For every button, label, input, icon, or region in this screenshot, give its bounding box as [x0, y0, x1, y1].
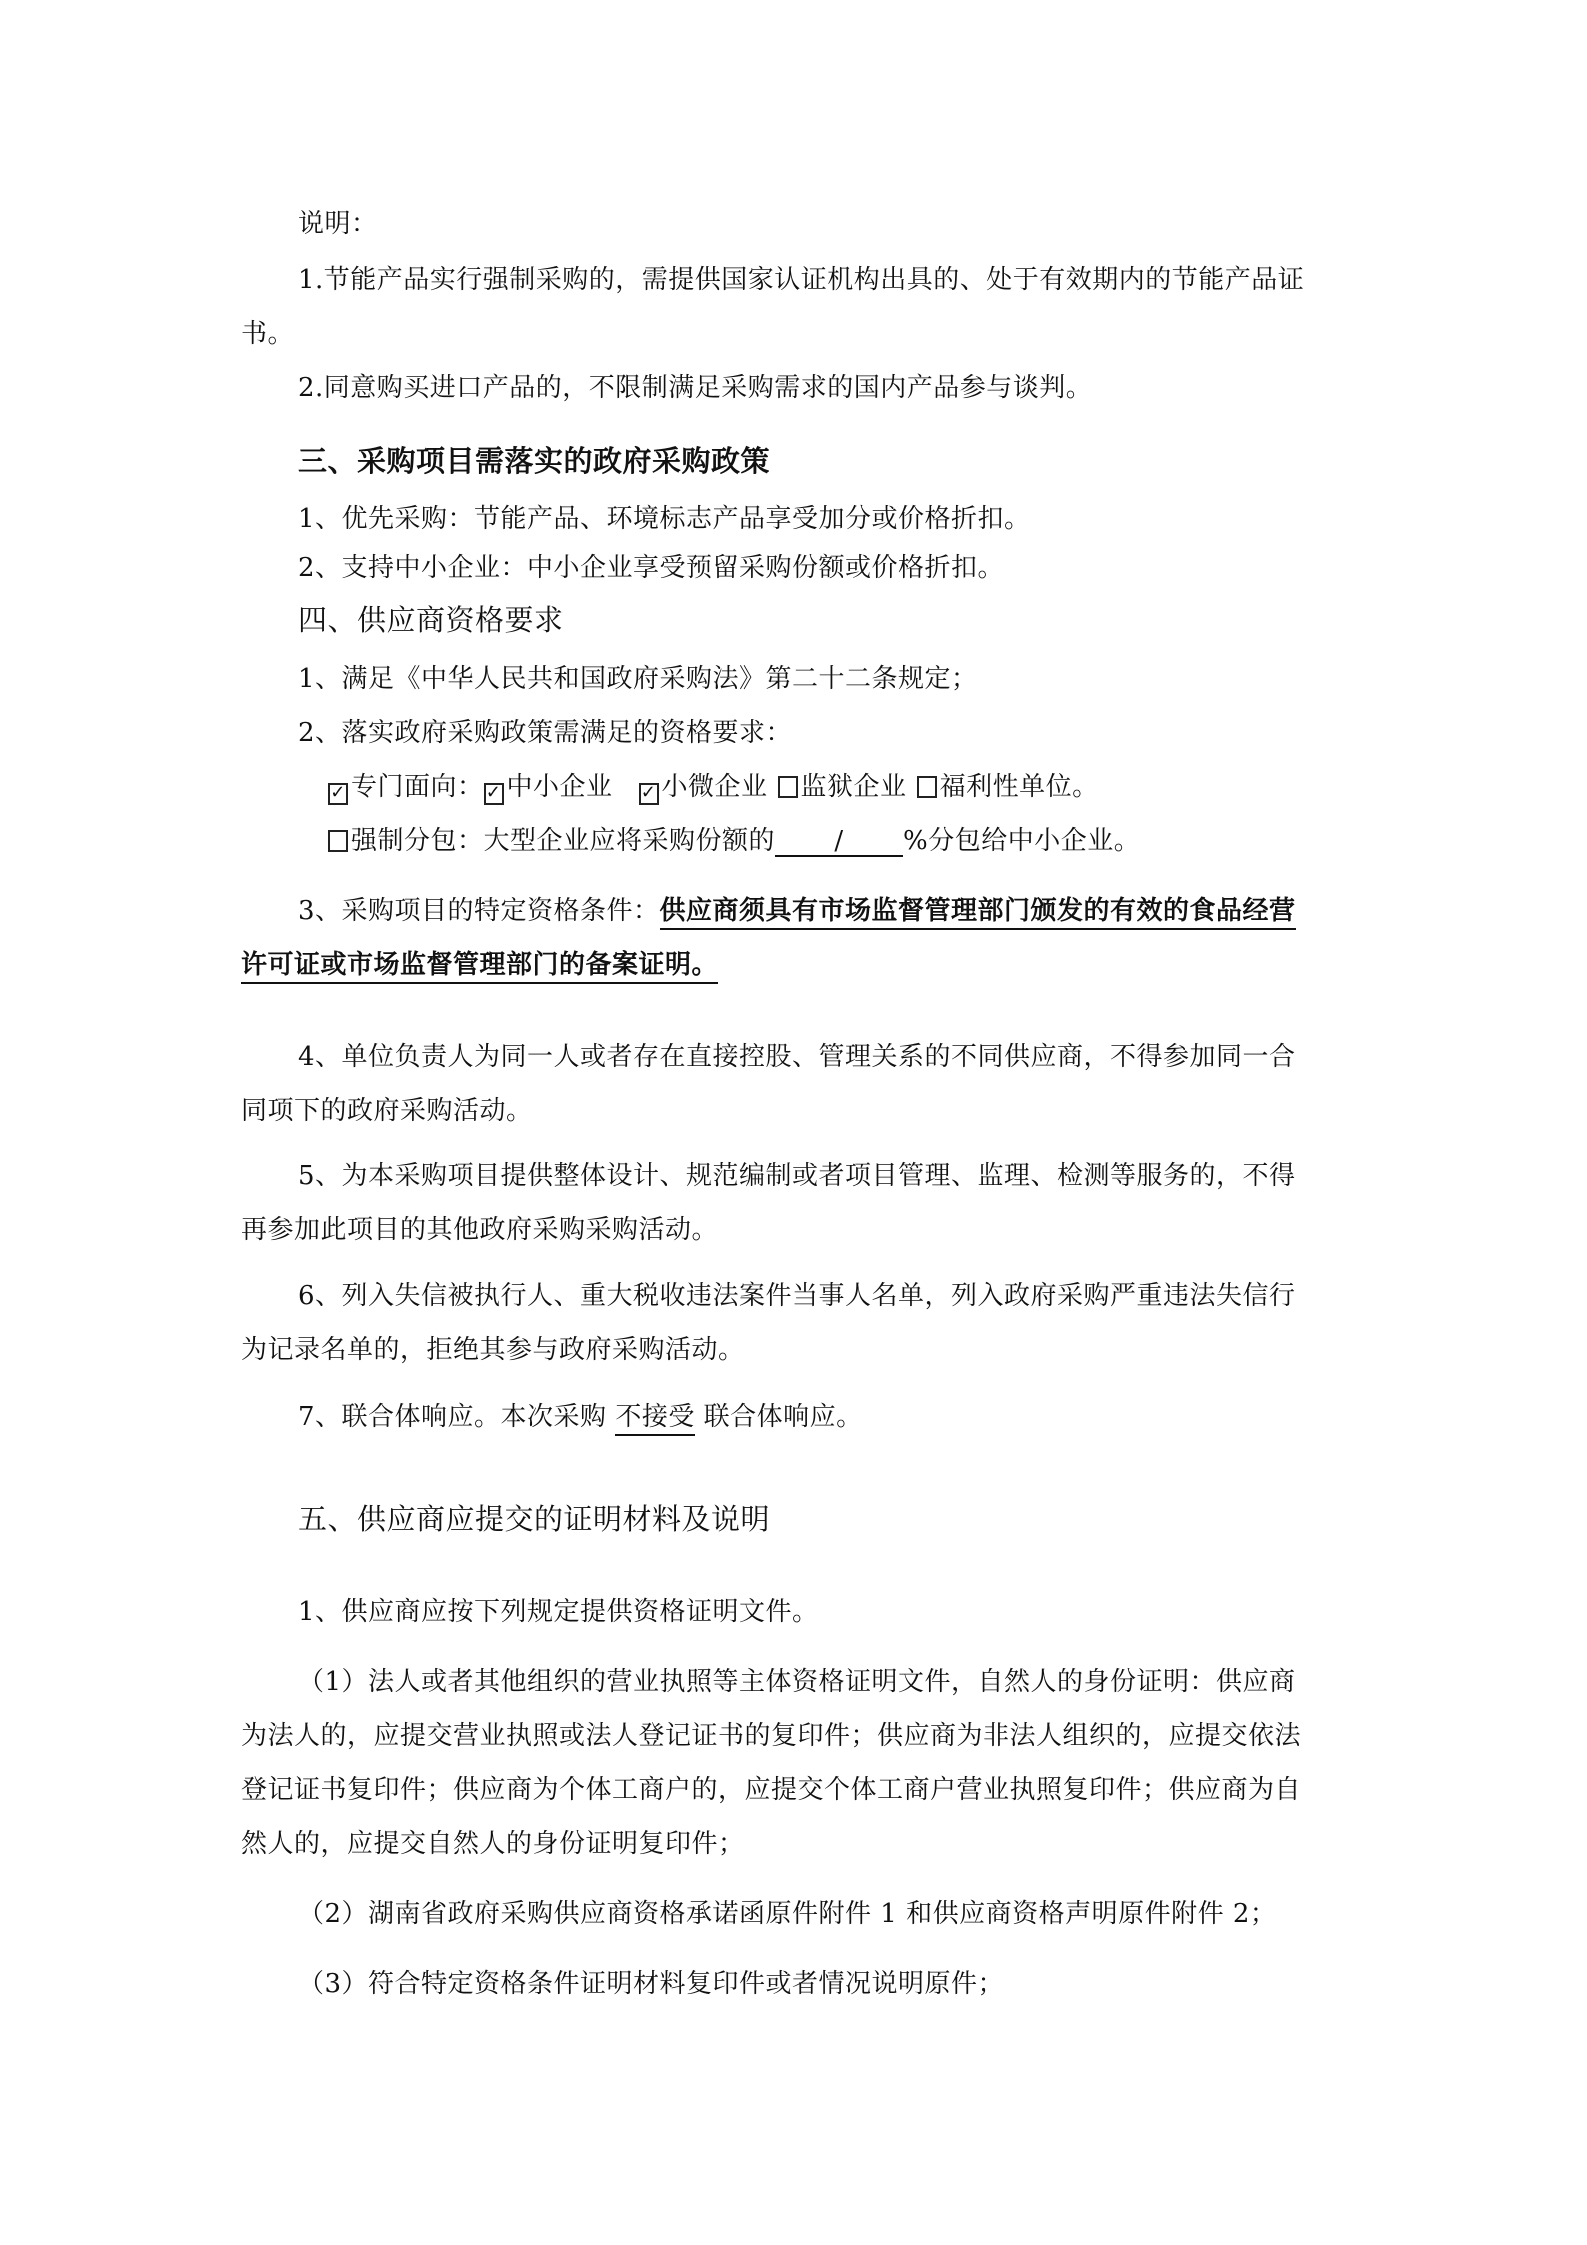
welfare-unit-checkbox[interactable] — [917, 776, 937, 798]
note-item-1-line-2: 书。 — [241, 319, 295, 349]
item-7-prefix: 7、联合体响应。本次采购 — [298, 1402, 607, 1432]
section-4-item-3-line-1 — [298, 894, 1296, 928]
section-4-heading: 四、供应商资格要求 — [298, 603, 564, 637]
sme-checkbox[interactable] — [484, 783, 504, 805]
section-4-item-1: 1、满足《中华人民共和国政府采购法》第二十二条规定； — [298, 664, 978, 694]
targeting-row — [328, 770, 1099, 805]
note-title: 说明： — [298, 209, 378, 239]
targeting-label: 专门面向： — [351, 772, 484, 802]
prison-enterprise-label: 监狱企业 — [800, 772, 907, 802]
note-item-1-line-1: 1.节能产品实行强制采购的，需提供国家认证机构出具的、处于有效期内的节能产品证 — [298, 265, 1305, 295]
subcontract-row — [328, 824, 1140, 858]
section-5-sub-2: （2）湖南省政府采购供应商资格承诺函原件附件 1 和供应商资格声明原件附件 2； — [298, 1899, 1277, 1929]
sme-label: 中小企业 — [506, 772, 613, 802]
item-3-requirement-line-1: 供应商须具有市场监督管理部门颁发的有效的食品经营 — [660, 896, 1296, 930]
section-5-item-1: 1、供应商应按下列规定提供资格证明文件。 — [298, 1597, 819, 1627]
section-4-item-4-line-2: 同项下的政府采购活动。 — [241, 1096, 533, 1126]
section-3-item-2: 2、支持中小企业：中小企业享受预留采购份额或价格折扣。 — [298, 553, 1005, 583]
welfare-unit-label: 福利性单位。 — [939, 772, 1099, 802]
item-7-consortium-value: 不接受 — [615, 1402, 695, 1436]
check-mark-icon: ✓ — [640, 782, 657, 803]
section-4-item-6-line-2: 为记录名单的，拒绝其参与政府采购活动。 — [241, 1335, 745, 1365]
prison-enterprise-checkbox[interactable] — [778, 776, 798, 798]
section-5-sub-3: （3）符合特定资格条件证明材料复印件或者情况说明原件； — [298, 1969, 1005, 1999]
section-5-sub-1-line-4: 然人的，应提交自然人的身份证明复印件； — [241, 1829, 745, 1859]
subcontract-prefix: 强制分包：大型企业应将采购份额的 — [351, 826, 776, 856]
section-4-item-2: 2、落实政府采购政策需满足的资格要求： — [298, 718, 793, 748]
section-4-item-7 — [298, 1400, 863, 1434]
section-4-item-5-line-1: 5、为本采购项目提供整体设计、规范编制或者项目管理、监理、检测等服务的，不得 — [298, 1161, 1296, 1191]
section-3-item-1: 1、优先采购：节能产品、环境标志产品享受加分或价格折扣。 — [298, 504, 1031, 534]
section-3-heading: 三、采购项目需落实的政府采购政策 — [298, 444, 771, 478]
subcontract-suffix: %分包给中小企业。 — [903, 826, 1141, 856]
targeting-checkbox[interactable] — [328, 783, 348, 805]
section-4-item-3-line-2 — [241, 948, 718, 982]
section-4-item-6-line-1: 6、列入失信被执行人、重大税收违法案件当事人名单，列入政府采购严重违法失信行 — [298, 1281, 1296, 1311]
subcontract-percent-field: / — [775, 827, 903, 857]
item-3-requirement-line-2: 许可证或市场监督管理部门的备案证明。 — [241, 950, 718, 984]
section-5-sub-1-line-1: （1）法人或者其他组织的营业执照等主体资格证明文件，自然人的身份证明：供应商 — [298, 1667, 1296, 1697]
section-5-sub-1-line-3: 登记证书复印件；供应商为个体工商户的，应提交个体工商户营业执照复印件；供应商为自 — [241, 1775, 1302, 1805]
item-7-suffix: 联合体响应。 — [703, 1402, 863, 1432]
micro-enterprise-checkbox[interactable] — [639, 783, 659, 805]
micro-enterprise-label: 小微企业 — [661, 772, 768, 802]
section-4-item-5-line-2: 再参加此项目的其他政府采购采购活动。 — [241, 1215, 719, 1245]
section-5-heading: 五、供应商应提交的证明材料及说明 — [298, 1502, 771, 1536]
item-3-prefix: 3、采购项目的特定资格条件： — [298, 896, 660, 926]
note-item-2: 2.同意购买进口产品的，不限制满足采购需求的国内产品参与谈判。 — [298, 373, 1093, 403]
section-5-sub-1-line-2: 为法人的，应提交营业执照或法人登记证书的复印件；供应商为非法人组织的，应提交依法 — [241, 1721, 1302, 1751]
check-mark-icon: ✓ — [485, 782, 502, 803]
check-mark-icon: ✓ — [330, 782, 346, 803]
section-4-item-4-line-1: 4、单位负责人为同一人或者存在直接控股、管理关系的不同供应商，不得参加同一合 — [298, 1042, 1296, 1072]
subcontract-checkbox[interactable] — [328, 830, 348, 852]
